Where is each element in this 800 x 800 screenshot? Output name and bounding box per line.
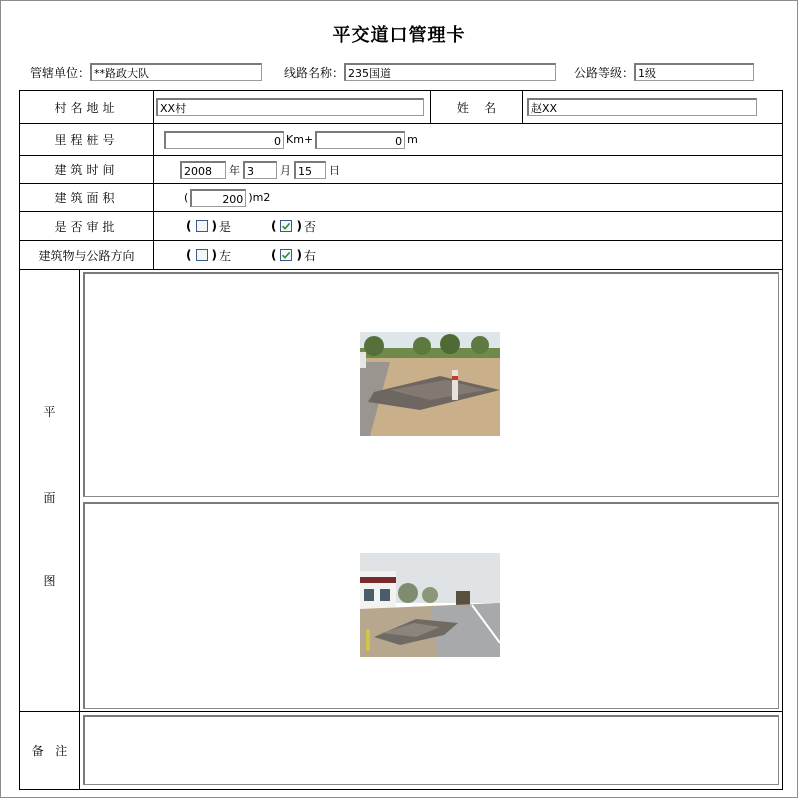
plan-photos-cell <box>80 270 783 712</box>
direction-left-checkbox[interactable] <box>196 249 208 261</box>
approval-yes-option[interactable]: ( ) 是 <box>186 219 231 234</box>
remarks-cell <box>80 712 783 790</box>
remarks-row <box>20 712 783 790</box>
day-unit: 日 <box>329 163 341 177</box>
plan-label-char-3: 图 <box>43 574 56 588</box>
unit-input[interactable]: **路政大队 <box>90 63 262 81</box>
unit-field <box>30 61 262 83</box>
route-label: 线路名称： <box>284 65 345 80</box>
area-unit: )m2 <box>248 191 271 204</box>
approval-yes-checkbox[interactable] <box>196 220 208 232</box>
approval-no-label: 否 <box>303 219 316 234</box>
checkmark-icon <box>281 221 291 231</box>
plan-label-cell <box>20 270 80 712</box>
mileage-label: 里程桩号 <box>20 124 154 156</box>
name-label: 姓 名 <box>431 91 523 124</box>
mileage-row <box>20 124 783 156</box>
card-form-table <box>19 90 783 790</box>
checkmark-icon <box>281 250 291 260</box>
mileage-km-input[interactable]: 0 <box>164 131 284 149</box>
direction-left-option[interactable]: ( ) 左 <box>186 248 231 263</box>
approval-no-option[interactable]: ( ) 否 <box>271 219 316 234</box>
direction-right-label: 右 <box>303 248 316 263</box>
approval-label: 是否审批 <box>20 212 154 241</box>
village-label: 村名地址 <box>20 91 154 124</box>
page-title: 平交道口管理卡 <box>332 25 466 46</box>
plan-photo-frame-1[interactable] <box>83 272 779 497</box>
area-label: 建筑面积 <box>20 184 154 212</box>
km-unit: Km+ <box>286 133 314 146</box>
route-field <box>284 61 556 83</box>
plan-photo-frame-2[interactable] <box>83 502 779 709</box>
area-row <box>20 184 783 212</box>
mileage-m-input[interactable]: 0 <box>315 131 405 149</box>
plan-label-char-1: 平 <box>43 405 56 419</box>
grade-field <box>574 61 754 83</box>
build-time-row <box>20 156 783 184</box>
month-unit: 月 <box>280 163 292 177</box>
approval-yes-label: 是 <box>218 219 231 234</box>
approval-row <box>20 212 783 241</box>
direction-right-option[interactable]: ( ) 右 <box>271 248 316 263</box>
name-input[interactable]: 赵XX <box>527 98 757 116</box>
grade-label: 公路等级： <box>574 65 635 80</box>
road-photo-1 <box>360 332 500 436</box>
month-input[interactable]: 3 <box>243 161 277 179</box>
year-input[interactable]: 2008 <box>180 161 226 179</box>
approval-no-checkbox[interactable] <box>280 220 292 232</box>
build-time-label: 建筑时间 <box>20 156 154 184</box>
direction-right-checkbox[interactable] <box>280 249 292 261</box>
remarks-label: 备 注 <box>20 712 80 790</box>
village-row <box>20 91 783 124</box>
header-row <box>1 61 797 83</box>
direction-left-label: 左 <box>218 248 231 263</box>
year-unit: 年 <box>229 163 241 177</box>
village-input[interactable]: XX村 <box>156 98 424 116</box>
plan-label-char-2: 面 <box>43 491 56 505</box>
area-input[interactable]: 200 <box>190 189 246 207</box>
route-input[interactable]: 235国道 <box>344 63 556 81</box>
direction-row <box>20 241 783 270</box>
day-input[interactable]: 15 <box>294 161 326 179</box>
direction-label: 建筑物与公路方向 <box>20 241 154 270</box>
grade-input[interactable]: 1级 <box>634 63 754 81</box>
road-photo-2 <box>360 553 500 657</box>
plan-row <box>20 270 783 712</box>
remarks-textarea[interactable] <box>83 715 779 785</box>
m-unit: m <box>407 133 418 146</box>
unit-label: 管辖单位： <box>30 65 91 80</box>
area-open-paren: ( <box>184 191 189 204</box>
